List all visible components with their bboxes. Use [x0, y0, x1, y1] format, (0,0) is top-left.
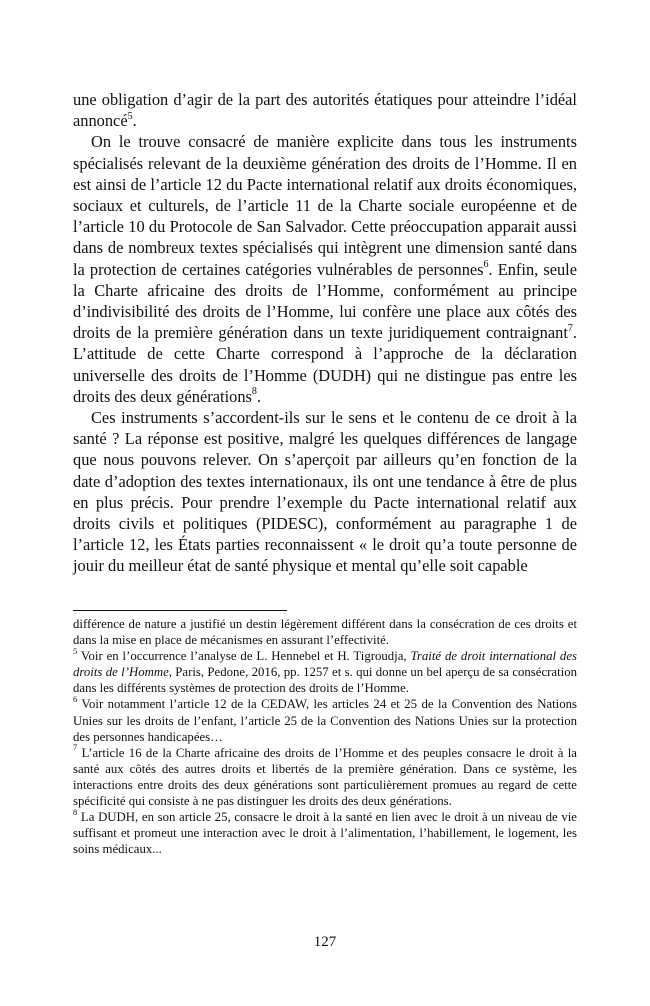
page-number: 127 — [313, 934, 337, 950]
footnote-8: $^8$ La DUDH, en son article 25, consacre le droit à la santé en lien avec le droit à un niveau de vie suffisant et promeut une interaction avec le droit à l’alimentation, l’habillement, le logement, les soins médicaux... — [73, 806, 577, 857]
footnote-7: $^7$ L’article 16 de la Charte africaine des droits de l’Homme et des peuples consacre le droit à la santé aux côtés des autres droits et libertés de la première génération. Dans ce système, les interactions entre droits des deux générations sont particulièrement promues au regard de cette spécificité qui consiste à ne pas distinguer les droits des deux générations. — [73, 742, 577, 809]
footnote-number: 6 — [73, 694, 78, 705]
footnote-ref-5[interactable]: 5 — [127, 110, 133, 122]
footnote-continuation: différence de nature a justifié un destin légèrement différent dans la consécration de ces droits et dans la mise en place de mécanismes en assurant l’effectivité. — [73, 617, 577, 648]
book-title: Traité de droit international des droits de l’Homme — [73, 649, 577, 680]
footnote-number: 5 — [73, 645, 78, 656]
footnote-number: 7 — [73, 742, 78, 753]
footnote-separator — [73, 610, 287, 611]
footnote-ref-6[interactable]: 6 — [483, 259, 489, 271]
paragraph-2: On le trouve consacré de manière explicite dans tous les instruments spécialisés relevant de la deuxième génération des droits de l’Homme. Il en est ainsi de l’article 12 du Pacte international relatif aux droits économiques, sociaux et culturels, de l’article 11 de la Charte sociale européenne et de l’article 10 du Protocole de San Salvador. Cette préoccupation apparait aussi dans de nombreux textes spécialisés qui intègrent une dimension santé dans la protection de certaines catégories vulnérables de personnes$^6$. Enfin, seule la Charte africaine des droits de l’Homme, conformément au principe d’indivisibilité des droits de l’Homme, lui confère une place aux côtés des droits de la première génération dans un texte juridiquement contraignant$^7$. L’attitude de cette Charte correspond à l’approche de la déclaration universelle des droits de l’Homme (DUDH) qui ne distingue pas entre les droits des deux générations$^8$. — [73, 132, 577, 406]
footnote-ref-8[interactable]: 8 — [251, 386, 257, 398]
footnote-number: 8 — [73, 806, 78, 817]
paragraph-3: Ces instruments s’accordent-ils sur le sens et le contenu de ce droit à la santé ? La réponse est positive, malgré les quelques différences de langage que nous pouvons relever. On s’aperçoit par ailleurs qu’en fonction de la date d’adoption des textes internationaux, ils ont une tendance à être de plus en plus précis. Pour prendre l’exemple du Pacte international relatif aux droits civils et politiques (PIDESC), conformément au paragraphe 1 de l’article 12, les États parties reconnaissent « le droit qu’a toute personne de jouir du meilleur état de santé physique et mental qu’elle soit capable — [73, 408, 577, 576]
footnote-ref-7[interactable]: 7 — [567, 322, 573, 334]
paragraph-1: une obligation d’agir de la part des autorités étatiques pour atteindre l’idéal annoncé$^5$. — [73, 90, 577, 131]
footnote-6: $^6$ Voir notamment l’article 12 de la CEDAW, les articles 24 et 25 de la Convention des Nations Unies sur les droits de l’enfant, l’article 25 de la Convention des Nations Unies sur la protection des personnes handicapées… — [73, 694, 577, 744]
main-text — [73, 89, 577, 577]
footnotes — [73, 616, 577, 857]
footnote-5: $^5$ Voir en l’occurrence l’analyse de L. Hennebel et H. Tigroudja, Traité de droit international des droits de l’Homme, Paris, Pedone, 2016, pp. 1257 et s. qui donne un bel aperçu de sa consécration dans les différents systèmes de protection des droits de l’Homme. — [73, 645, 577, 696]
